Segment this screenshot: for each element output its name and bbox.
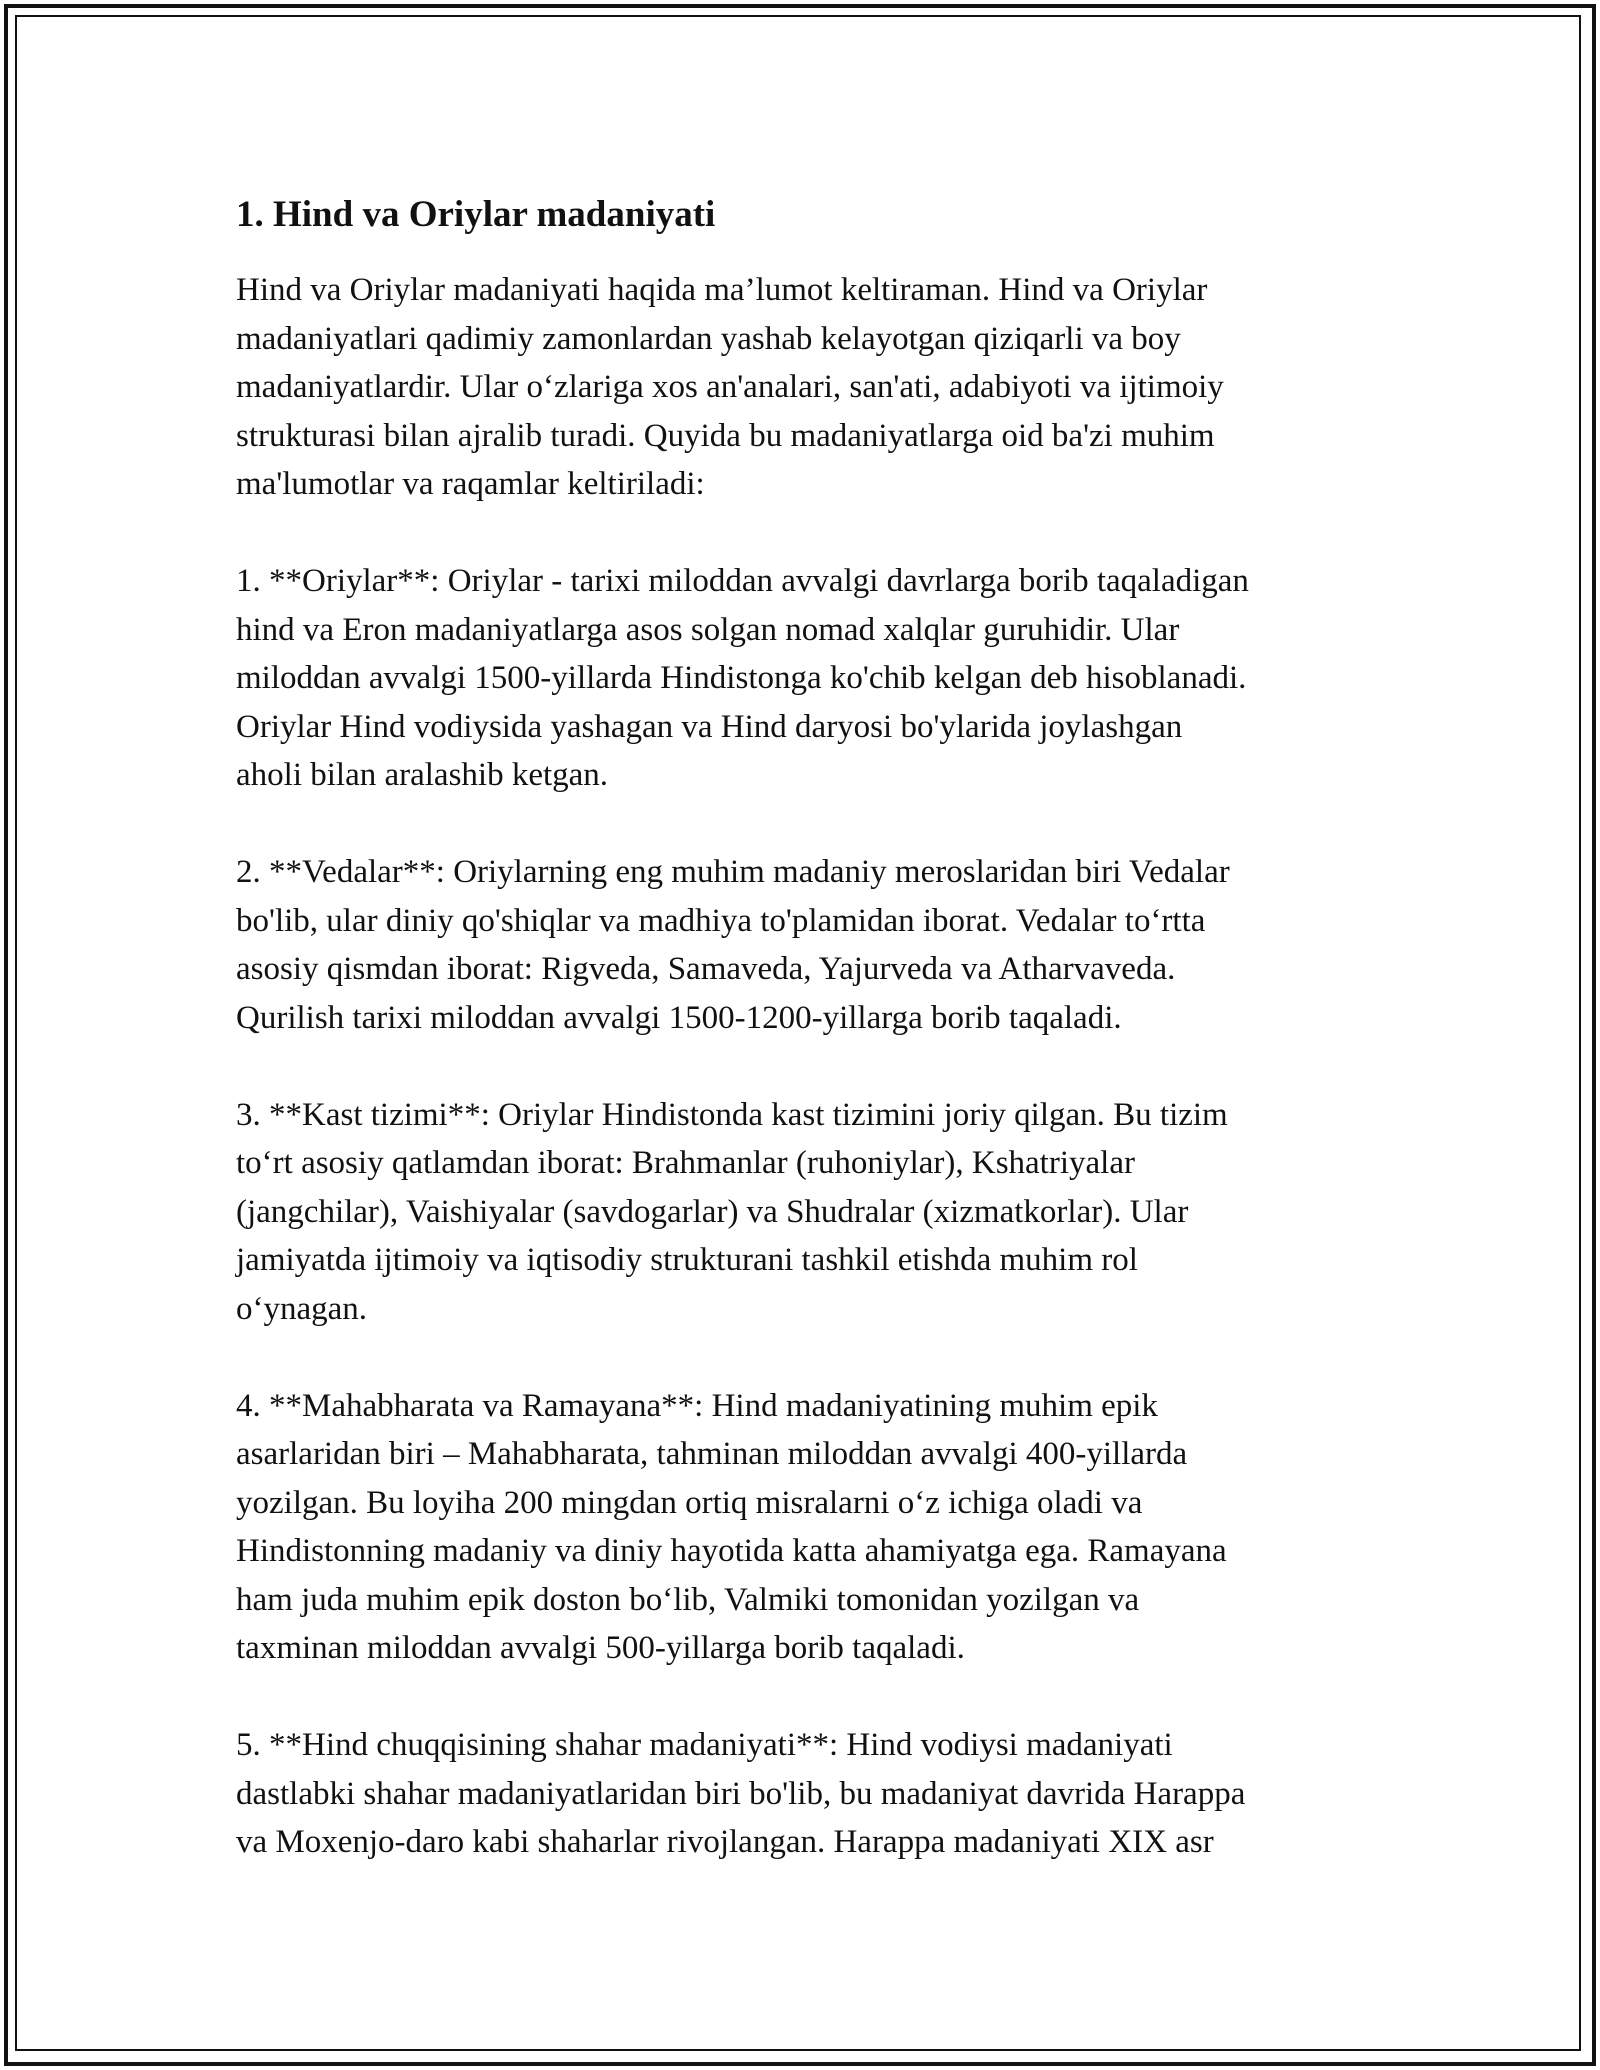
list-item-kast-tizimi: 3. **Kast tizimi**: Oriylar Hindistonda kast tizimini joriy qilgan. Bu tizim to‘rt asosiy qatlamdan iborat: Brahmanlar (ruhoniylar), Kshatriyalar (jangchilar), Vaishiyalar (savdogarlar) va Shudralar (xizmatkorlar). Ular jamiyatda ijtimoiy va iqtisodiy strukturani tashkil etishda muhim rol o‘ynagan. xyxy=(236,1096,1228,1327)
document-page xyxy=(236,186,1376,1867)
list-item-vedalar: 2. **Vedalar**: Oriylarning eng muhim madaniy meroslaridan biri Vedalar bo'lib, ular diniy qo'shiqlar va madhiya to'plamidan iborat. Vedalar to‘rtta asosiy qismdan iborat: Rigveda, Samaveda, Yajurveda va Atharvaveda. Qurilish tarixi miloddan avvalgi 1500-1200-yillarga borib taqaladi. xyxy=(236,854,1230,1036)
page-title: 1. Hind va Oriylar madaniyati xyxy=(236,194,716,235)
list-item-shahar-madaniyati: 5. **Hind chuqqisining shahar madaniyati**: Hind vodiysi madaniyati dastlabki shahar madaniyatlaridan biri bo'lib, bu madaniyat davrida Harappa va Moxenjo-daro kabi shaharlar rivojlangan. Harappa madaniyati XIX asr xyxy=(236,1727,1246,1860)
intro-paragraph: Hind va Oriylar madaniyati haqida ma’lumot keltiraman. Hind va Oriylar madaniyatlari qadimiy zamonlardan yashab kelayotgan qiziqarli va boy madaniyatlardir. Ular o‘zlariga xos an'analari, san'ati, adabiyoti va ijtimoiy strukturasi bilan ajralib turadi. Quyida bu madaniyatlarga oid ba'zi muhim ma'lumotlar va raqamlar keltiriladi: xyxy=(236,272,1224,502)
list-item-mahabharata-ramayana: 4. **Mahabharata va Ramayana**: Hind madaniyatining muhim epik asarlaridan biri – Mahabharata, tahminan miloddan avvalgi 400-yillarda yozilgan. Bu loyiha 200 mingdan ortiq misralarni o‘z ichiga oladi va Hindistonning madaniy va diniy hayotida katta ahamiyatga ega. Ramayana ham juda muhim epik doston bo‘lib, Valmiki tomonidan yozilgan va taxminan miloddan avvalgi 500-yillarga borib taqaladi. xyxy=(236,1387,1227,1666)
list-item-oriylar: 1. **Oriylar**: Oriylar - tarixi miloddan avvalgi davrlarga borib taqaladigan hind va Eron madaniyatlarga asos solgan nomad xalqlar guruhidir. Ular miloddan avvalgi 1500-yillarda Hindistonga ko'chib kelgan deb hisoblanadi. Oriylar Hind vodiysida yashagan va Hind daryosi bo'ylarida joylashgan aholi bilan aralashib ketgan. xyxy=(236,563,1249,793)
